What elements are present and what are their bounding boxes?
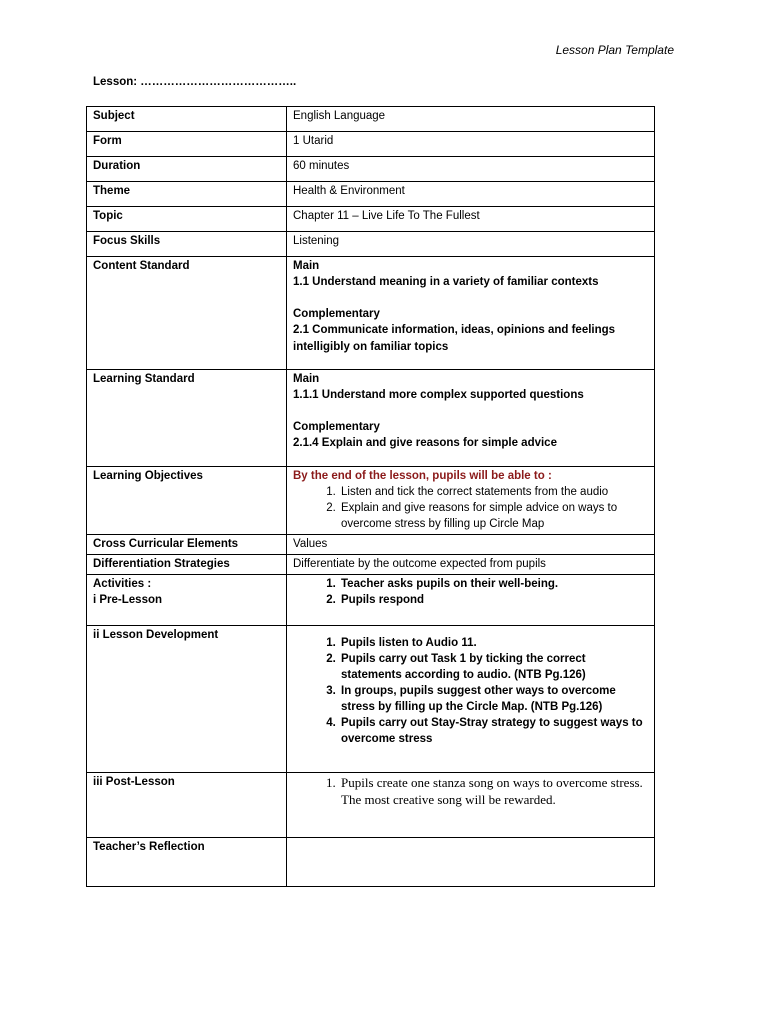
topic-label: Topic — [87, 207, 287, 232]
differentiation-label: Differentiation Strategies — [87, 555, 287, 575]
lesson-development-list — [293, 635, 648, 747]
learning-standard-value — [287, 370, 655, 467]
cross-curricular-value: Values — [287, 535, 655, 555]
row-cross-curricular — [87, 535, 655, 555]
pre-lesson-value — [287, 575, 655, 626]
row-subject — [87, 107, 655, 132]
focus-skills-value: Listening — [287, 232, 655, 257]
row-teacher-reflection — [87, 838, 655, 887]
teacher-reflection-label: Teacher’s Reflection — [87, 838, 287, 887]
form-label: Form — [87, 132, 287, 157]
row-focus-skills — [87, 232, 655, 257]
activities-heading: Activities : — [93, 578, 152, 590]
post-lesson-list — [293, 774, 648, 808]
theme-value: Health & Environment — [287, 182, 655, 207]
list-item: 1. Teacher asks pupils on their well-being. — [339, 576, 648, 592]
learning-comp-heading: Complementary — [293, 421, 380, 433]
list-item: 1. Pupils create one stanza song on ways to overcome stress. The most creative song will be rewarded. — [339, 774, 648, 808]
learning-objectives-value — [287, 467, 655, 535]
list-item: 3. In groups, pupils suggest other ways to overcome stress by filling up the Circle Map. (NTB Pg.126) — [339, 683, 648, 715]
learning-main-heading: Main — [293, 373, 320, 385]
topic-value: Chapter 11 – Live Life To The Fullest — [287, 207, 655, 232]
row-theme — [87, 182, 655, 207]
activities-label — [87, 575, 287, 626]
form-value: 1 Utarid — [287, 132, 655, 157]
template-title: Lesson Plan Template — [555, 43, 674, 57]
row-form — [87, 132, 655, 157]
list-item: 1. Listen and tick the correct statements from the audio — [339, 484, 648, 500]
content-main-heading: Main — [293, 260, 320, 272]
learning-comp-item: 2.1.4 Explain and give reasons for simple advice — [293, 437, 557, 449]
post-lesson-label: iii Post-Lesson — [87, 773, 287, 838]
theme-label: Theme — [87, 182, 287, 207]
learning-main-item: 1.1.1 Understand more complex supported questions — [293, 389, 584, 401]
differentiation-value: Differentiate by the outcome expected from pupils — [287, 555, 655, 575]
cross-curricular-label: Cross Curricular Elements — [87, 535, 287, 555]
content-standard-value — [287, 257, 655, 370]
subject-label: Subject — [87, 107, 287, 132]
lesson-plan-table — [86, 106, 655, 887]
teacher-reflection-value — [287, 838, 655, 887]
learning-objectives-label: Learning Objectives — [87, 467, 287, 535]
row-lesson-development — [87, 626, 655, 773]
objectives-intro: By the end of the lesson, pupils will be able to : — [293, 470, 552, 482]
row-activities — [87, 575, 655, 626]
learning-standard-label: Learning Standard — [87, 370, 287, 467]
list-item: 2. Pupils respond — [339, 592, 648, 608]
focus-skills-label: Focus Skills — [87, 232, 287, 257]
row-differentiation — [87, 555, 655, 575]
row-learning-objectives — [87, 467, 655, 535]
content-comp-item: 2.1 Communicate information, ideas, opinions and feelings intelligibly on familiar topics — [293, 324, 616, 353]
subject-value: English Language — [287, 107, 655, 132]
pre-lesson-list — [293, 576, 648, 608]
post-lesson-value — [287, 773, 655, 838]
list-item: 2. Pupils carry out Task 1 by ticking the correct statements according to audio. (NTB Pg.126) — [339, 651, 648, 683]
duration-value: 60 minutes — [287, 157, 655, 182]
duration-label: Duration — [87, 157, 287, 182]
row-post-lesson — [87, 773, 655, 838]
content-standard-label: Content Standard — [87, 257, 287, 370]
row-learning-standard — [87, 370, 655, 467]
lesson-development-label: ii Lesson Development — [87, 626, 287, 773]
pre-lesson-label: i Pre-Lesson — [93, 594, 163, 606]
row-content-standard — [87, 257, 655, 370]
row-topic — [87, 207, 655, 232]
objectives-list — [293, 484, 648, 532]
row-duration — [87, 157, 655, 182]
lesson-development-value — [287, 626, 655, 773]
list-item: 2. Explain and give reasons for simple advice on ways to overcome stress by filling up Circle Map — [339, 500, 648, 532]
list-item: 1. Pupils listen to Audio 11. — [339, 635, 648, 651]
list-item: 4. Pupils carry out Stay-Stray strategy to suggest ways to overcome stress — [339, 715, 648, 747]
content-comp-heading: Complementary — [293, 308, 380, 320]
content-main-item: 1.1 Understand meaning in a variety of familiar contexts — [293, 276, 599, 288]
lesson-label: Lesson: ………………………………….. — [93, 76, 297, 88]
